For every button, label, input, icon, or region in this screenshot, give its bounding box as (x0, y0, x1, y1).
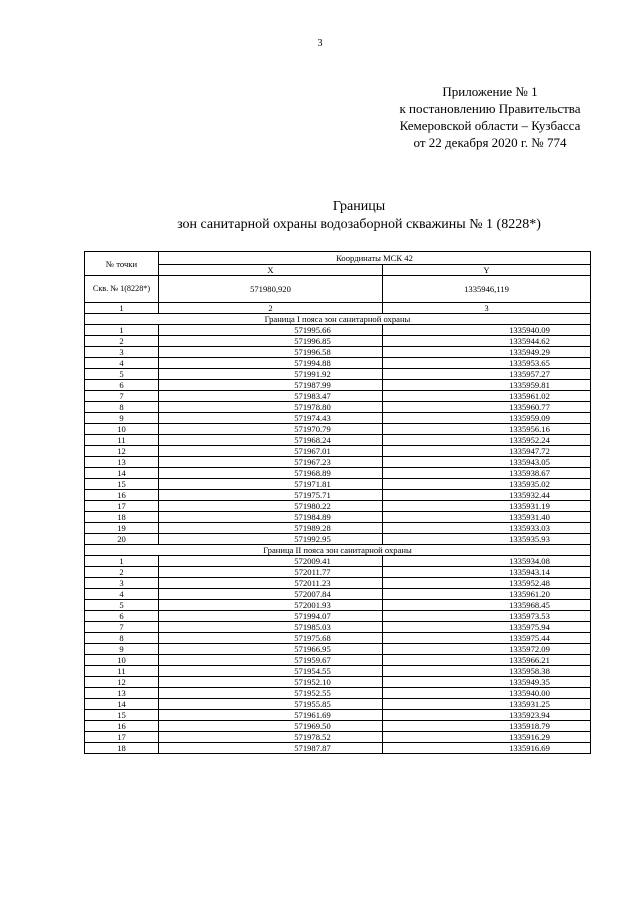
y-coordinate-cell: 1335956.16 (383, 424, 591, 435)
y-coordinate-cell: 1335931.25 (383, 699, 591, 710)
y-coordinate-cell: 1335933.03 (383, 523, 591, 534)
x-coordinate-cell: 571970.79 (159, 424, 383, 435)
table-row (85, 523, 591, 534)
y-coordinate-cell: 1335968.45 (383, 600, 591, 611)
appendix-line-3: Кемеровской области – Кузбасса (399, 118, 581, 133)
column-number-row (85, 303, 591, 314)
table-row (85, 501, 591, 512)
zone-title: Граница I пояса зон санитарной охраны (85, 314, 591, 325)
table-row (85, 380, 591, 391)
x-coordinate-cell: 572001.93 (159, 600, 383, 611)
point-number-cell: 3 (85, 347, 159, 358)
point-number-cell: 8 (85, 633, 159, 644)
x-coordinate-cell: 571996.58 (159, 347, 383, 358)
x-coordinate-cell: 571952.10 (159, 677, 383, 688)
y-coordinate-cell: 1335975.94 (383, 622, 591, 633)
point-number-cell: 5 (85, 369, 159, 380)
x-coordinate-cell: 571985.03 (159, 622, 383, 633)
table-row (85, 732, 591, 743)
y-coordinate-cell: 1335935.93 (383, 534, 591, 545)
table-row (85, 490, 591, 501)
table-row (85, 644, 591, 655)
point-number-cell: 16 (85, 721, 159, 732)
y-coordinate-cell: 1335952.48 (383, 578, 591, 589)
point-number-cell: 16 (85, 490, 159, 501)
point-number-cell: 14 (85, 468, 159, 479)
table-row (85, 743, 591, 754)
y-coordinate-cell: 1335947.72 (383, 446, 591, 457)
header-point-number: № точки (85, 252, 159, 276)
x-coordinate-cell: 571987.87 (159, 743, 383, 754)
x-coordinate-cell: 571968.24 (159, 435, 383, 446)
point-number-cell: 9 (85, 644, 159, 655)
point-number-cell: 18 (85, 512, 159, 523)
point-number-cell: 5 (85, 600, 159, 611)
x-coordinate-cell: 571969.50 (159, 721, 383, 732)
x-coordinate-cell: 572009.41 (159, 556, 383, 567)
y-coordinate-cell: 1335952.24 (383, 435, 591, 446)
table-row (85, 391, 591, 402)
table-row (85, 611, 591, 622)
x-coordinate-cell: 571994.07 (159, 611, 383, 622)
y-coordinate-cell: 1335959.81 (383, 380, 591, 391)
point-number-cell: 19 (85, 523, 159, 534)
y-coordinate-cell: 1335949.29 (383, 347, 591, 358)
table-row (85, 633, 591, 644)
table-row (85, 402, 591, 413)
y-coordinate-cell: 1335934.08 (383, 556, 591, 567)
y-coordinate-cell: 1335935.02 (383, 479, 591, 490)
appendix-line-2: к постановлению Правительства (399, 101, 581, 116)
point-number-cell: 2 (85, 567, 159, 578)
x-coordinate-cell: 571954.55 (159, 666, 383, 677)
y-coordinate-cell: 1335973.53 (383, 611, 591, 622)
y-coordinate-cell: 1335957.27 (383, 369, 591, 380)
y-coordinate-cell: 1335944.62 (383, 336, 591, 347)
point-number-cell: 8 (85, 402, 159, 413)
x-coordinate-cell: 571991.92 (159, 369, 383, 380)
x-coordinate-cell: 571959.67 (159, 655, 383, 666)
y-coordinate-cell: 1335959.09 (383, 413, 591, 424)
table-row (85, 479, 591, 490)
point-number-cell: 10 (85, 655, 159, 666)
appendix-line-4: от 22 декабря 2020 г. № 774 (413, 135, 567, 150)
table-header-row (85, 252, 591, 265)
well-y: 1335946,119 (383, 276, 591, 303)
column-number-1: 1 (85, 303, 159, 314)
x-coordinate-cell: 571992.95 (159, 534, 383, 545)
column-number-2: 2 (159, 303, 383, 314)
y-coordinate-cell: 1335940.00 (383, 688, 591, 699)
y-coordinate-cell: 1335932.44 (383, 490, 591, 501)
y-coordinate-cell: 1335975.44 (383, 633, 591, 644)
y-coordinate-cell: 1335931.40 (383, 512, 591, 523)
x-coordinate-cell: 571968.89 (159, 468, 383, 479)
x-coordinate-cell: 571955.85 (159, 699, 383, 710)
x-coordinate-cell: 571989.28 (159, 523, 383, 534)
x-coordinate-cell: 571961.69 (159, 710, 383, 721)
point-number-cell: 17 (85, 501, 159, 512)
y-coordinate-cell: 1335966.21 (383, 655, 591, 666)
x-coordinate-cell: 571974.43 (159, 413, 383, 424)
point-number-cell: 11 (85, 666, 159, 677)
table-row (85, 589, 591, 600)
x-coordinate-cell: 572011.23 (159, 578, 383, 589)
y-coordinate-cell: 1335960.77 (383, 402, 591, 413)
x-coordinate-cell: 571966.95 (159, 644, 383, 655)
x-coordinate-cell: 571971.81 (159, 479, 383, 490)
point-number-cell: 3 (85, 578, 159, 589)
y-coordinate-cell: 1335916.29 (383, 732, 591, 743)
page-number: 3 (317, 38, 323, 49)
table-row (85, 655, 591, 666)
coordinates-table (84, 251, 591, 754)
y-coordinate-cell: 1335961.20 (383, 589, 591, 600)
x-coordinate-cell: 571984.89 (159, 512, 383, 523)
y-coordinate-cell: 1335943.14 (383, 567, 591, 578)
table-row (85, 688, 591, 699)
y-coordinate-cell: 1335940.09 (383, 325, 591, 336)
title-line-2: зон санитарной охраны водозаборной скважины № 1 (8228*) (177, 217, 541, 232)
table-row (85, 336, 591, 347)
point-number-cell: 15 (85, 710, 159, 721)
point-number-cell: 12 (85, 677, 159, 688)
x-coordinate-cell: 571967.23 (159, 457, 383, 468)
point-number-cell: 14 (85, 699, 159, 710)
point-number-cell: 4 (85, 358, 159, 369)
table-row (85, 666, 591, 677)
x-coordinate-cell: 571994.88 (159, 358, 383, 369)
zone-title: Граница II пояса зон санитарной охраны (85, 545, 591, 556)
x-coordinate-cell: 571978.52 (159, 732, 383, 743)
appendix-header (340, 83, 640, 151)
point-number-cell: 10 (85, 424, 159, 435)
table-row (85, 600, 591, 611)
document-title (0, 198, 640, 234)
point-number-cell: 15 (85, 479, 159, 490)
y-coordinate-cell: 1335949.35 (383, 677, 591, 688)
point-number-cell: 1 (85, 325, 159, 336)
x-coordinate-cell: 571978.80 (159, 402, 383, 413)
point-number-cell: 13 (85, 457, 159, 468)
point-number-cell: 13 (85, 688, 159, 699)
point-number-cell: 6 (85, 611, 159, 622)
table-row (85, 325, 591, 336)
appendix-line-1: Приложение № 1 (442, 84, 538, 99)
x-coordinate-cell: 572007.84 (159, 589, 383, 600)
y-coordinate-cell: 1335923.94 (383, 710, 591, 721)
point-number-cell: 1 (85, 556, 159, 567)
table-row (85, 699, 591, 710)
table-row (85, 534, 591, 545)
point-number-cell: 11 (85, 435, 159, 446)
table-row (85, 622, 591, 633)
x-coordinate-cell: 571996.85 (159, 336, 383, 347)
point-number-cell: 2 (85, 336, 159, 347)
table-row (85, 512, 591, 523)
zone1-title-row (85, 314, 591, 325)
table-row (85, 446, 591, 457)
title-line-1: Границы (332, 199, 386, 214)
y-coordinate-cell: 1335961.02 (383, 391, 591, 402)
point-number-cell: 6 (85, 380, 159, 391)
y-coordinate-cell: 1335938.67 (383, 468, 591, 479)
header-x: X (159, 265, 383, 276)
table-row (85, 556, 591, 567)
table-row (85, 369, 591, 380)
y-coordinate-cell: 1335958.38 (383, 666, 591, 677)
header-coordinates: Координаты МСК 42 (159, 252, 591, 265)
header-y: Y (383, 265, 591, 276)
table-row (85, 347, 591, 358)
point-number-cell: 7 (85, 622, 159, 633)
column-number-3: 3 (383, 303, 591, 314)
table-row (85, 721, 591, 732)
point-number-cell: 20 (85, 534, 159, 545)
x-coordinate-cell: 572011.77 (159, 567, 383, 578)
y-coordinate-cell: 1335943.05 (383, 457, 591, 468)
zone2-title-row (85, 545, 591, 556)
well-row (85, 276, 591, 303)
well-x: 571980,920 (159, 276, 383, 303)
x-coordinate-cell: 571975.68 (159, 633, 383, 644)
x-coordinate-cell: 571983.47 (159, 391, 383, 402)
table-row (85, 567, 591, 578)
x-coordinate-cell: 571975.71 (159, 490, 383, 501)
point-number-cell: 12 (85, 446, 159, 457)
y-coordinate-cell: 1335918.79 (383, 721, 591, 732)
y-coordinate-cell: 1335916.69 (383, 743, 591, 754)
table-row (85, 413, 591, 424)
y-coordinate-cell: 1335931.19 (383, 501, 591, 512)
x-coordinate-cell: 571952.55 (159, 688, 383, 699)
point-number-cell: 7 (85, 391, 159, 402)
x-coordinate-cell: 571967.01 (159, 446, 383, 457)
y-coordinate-cell: 1335972.09 (383, 644, 591, 655)
point-number-cell: 9 (85, 413, 159, 424)
x-coordinate-cell: 571987.99 (159, 380, 383, 391)
x-coordinate-cell: 571995.66 (159, 325, 383, 336)
point-number-cell: 17 (85, 732, 159, 743)
table-row (85, 435, 591, 446)
table-row (85, 457, 591, 468)
table-row (85, 578, 591, 589)
table-subheader-row (85, 265, 591, 276)
table-row (85, 468, 591, 479)
table-row (85, 424, 591, 435)
table-row (85, 358, 591, 369)
table-row (85, 677, 591, 688)
y-coordinate-cell: 1335953.65 (383, 358, 591, 369)
point-number-cell: 4 (85, 589, 159, 600)
table-row (85, 710, 591, 721)
x-coordinate-cell: 571980.22 (159, 501, 383, 512)
well-name: Скв. № 1(8228*) (85, 276, 159, 303)
point-number-cell: 18 (85, 743, 159, 754)
